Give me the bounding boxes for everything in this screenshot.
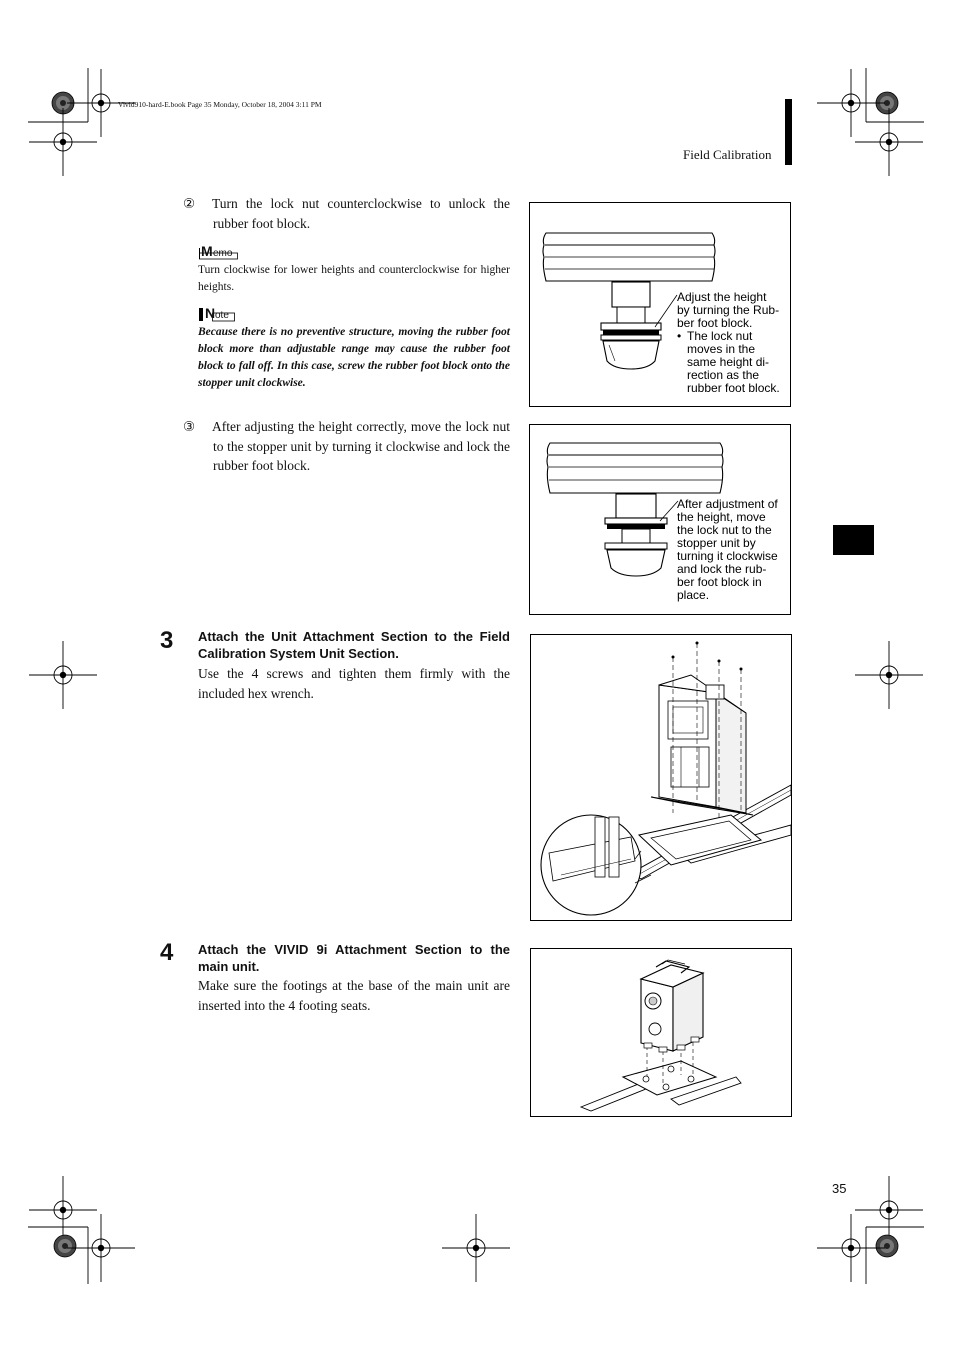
callout-line: the height, move [677,510,766,524]
figure-2-callout [677,498,789,602]
note-label-small: ote [215,310,229,321]
step-4-text: Make sure the footings at the base of the main unit are inserted into the 4 footing seats. [198,978,510,1013]
file-meta-header: Vivid910-hard-E.book Page 35 Monday, October 18, 2004 3:11 PM [118,100,322,109]
callout-line: Adjust the height [677,290,767,304]
callout-line: rection as the [687,368,760,382]
figure-unlock-foot [529,202,791,407]
note-text: Because there is no preventive structure, moving the rubber foot block more than adjustable range may cause the rubber foot block to fall off. In this case, screw the rubber foot block onto the stopper unit clockwise. [198,326,510,389]
callout-line: stopper unit by [677,536,756,550]
callout-line: After adjustment of [677,497,778,511]
figure-unit-attachment [530,634,792,921]
callout-line: same height di- [687,355,770,369]
step-4-title: Attach the VIVID 9i Attachment Section to the main unit. [198,942,510,974]
callout-line: rubber foot block. [687,381,780,395]
substep-3 [183,417,510,476]
substep-3-number: ③ [183,419,196,434]
chapter-tab [833,525,874,555]
callout-line: moves in the [687,342,756,356]
step-4-number: 4 [160,939,174,966]
substep-2-text: Turn the lock nut counterclockwise to unlock the rubber foot block. [212,196,510,231]
step-3-number: 3 [160,627,174,654]
section-title: Field Calibration [683,147,772,162]
section-marker-bar [785,99,792,165]
callout-line: place. [677,588,710,602]
note-label-big: N [205,305,216,321]
memo-label [199,245,241,260]
figure-1-callout [677,291,789,395]
callout-line: turning it clockwise [677,549,778,563]
memo-label-small: emo [213,248,233,259]
unit-attachment-drawing [531,635,791,920]
main-unit-drawing [531,949,791,1116]
callout-line: by turning the Rub- [677,303,780,317]
step-3-title: Attach the Unit Attachment Section to the Field Calibration System Unit Section. [198,629,510,661]
substep-2-number: ② [183,196,196,211]
bullet: • [677,329,682,343]
note-label [199,307,237,322]
figure-main-unit-attachment [530,948,792,1117]
step-3-text: Use the 4 screws and tighten them firmly with the included hex wrench. [198,666,510,701]
callout-line: the lock nut to the [677,523,772,537]
page-number: 35 [832,1181,847,1196]
substep-3-text: After adjusting the height correctly, move the lock nut to the stopper unit by turning it clockwise and lock the rubber foot block. [212,419,510,473]
memo-text: Turn clockwise for lower heights and counterclockwise for higher heights. [198,264,510,293]
callout-line: ber foot block. [677,316,753,330]
substep-2 [183,194,510,233]
figure-lock-foot [529,424,791,615]
callout-line: The lock nut [687,329,753,343]
callout-line: and lock the rub- [677,562,767,576]
callout-line: ber foot block in [677,575,762,589]
memo-label-big: M [201,243,213,259]
